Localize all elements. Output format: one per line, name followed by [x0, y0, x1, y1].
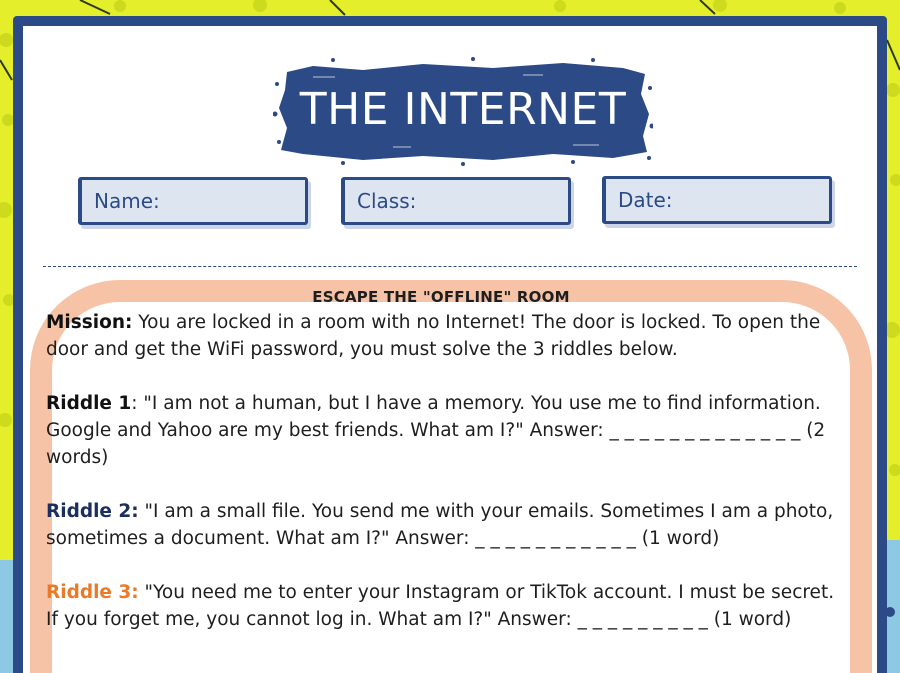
- riddle-2-label: Riddle 2:: [46, 501, 139, 522]
- mission-text: You are locked in a room with no Internet! The door is locked. To open the door and get the WiFi password, you must solve the 3 riddles below.: [46, 312, 821, 360]
- title-banner: [273, 54, 653, 166]
- riddle-3-text: "You need me to enter your Instagram or TikTok account. I must be secret. If you forget me, you cannot log in. What am I?" Answer: _ _ _ _ _ _ _ _ _ (1 word): [46, 582, 835, 630]
- mission-paragraph: [46, 309, 836, 363]
- riddle-2: [46, 498, 836, 552]
- activity-content: [46, 285, 836, 660]
- name-label: Name:: [94, 189, 160, 213]
- riddle-3: [46, 579, 836, 633]
- dashed-divider: [43, 266, 857, 267]
- worksheet-title: THE INTERNET: [299, 84, 627, 135]
- riddle-1-text: : "I am not a human, but I have a memory. You use me to find information. Google and Yahoo are my best friends. What am I?" Answer: _ _ _ _ _ _ _ _ _ _ _ _ _ (2 words): [46, 393, 826, 468]
- activity-heading: ESCAPE THE "OFFLINE" ROOM: [312, 288, 570, 306]
- riddle-3-label: Riddle 3:: [46, 582, 139, 603]
- mission-label: Mission:: [46, 312, 133, 333]
- class-field[interactable]: [341, 177, 571, 225]
- date-field[interactable]: [602, 176, 832, 224]
- riddle-2-text: "I am a small file. You send me with your emails. Sometimes I am a photo, sometimes a document. What am I?" Answer: _ _ _ _ _ _ _ _ _ _ _ (1 word): [46, 501, 834, 549]
- date-label: Date:: [618, 188, 673, 212]
- name-field[interactable]: [78, 177, 308, 225]
- riddle-1-label: Riddle 1: [46, 393, 132, 414]
- class-label: Class:: [357, 189, 417, 213]
- riddle-1: [46, 390, 836, 471]
